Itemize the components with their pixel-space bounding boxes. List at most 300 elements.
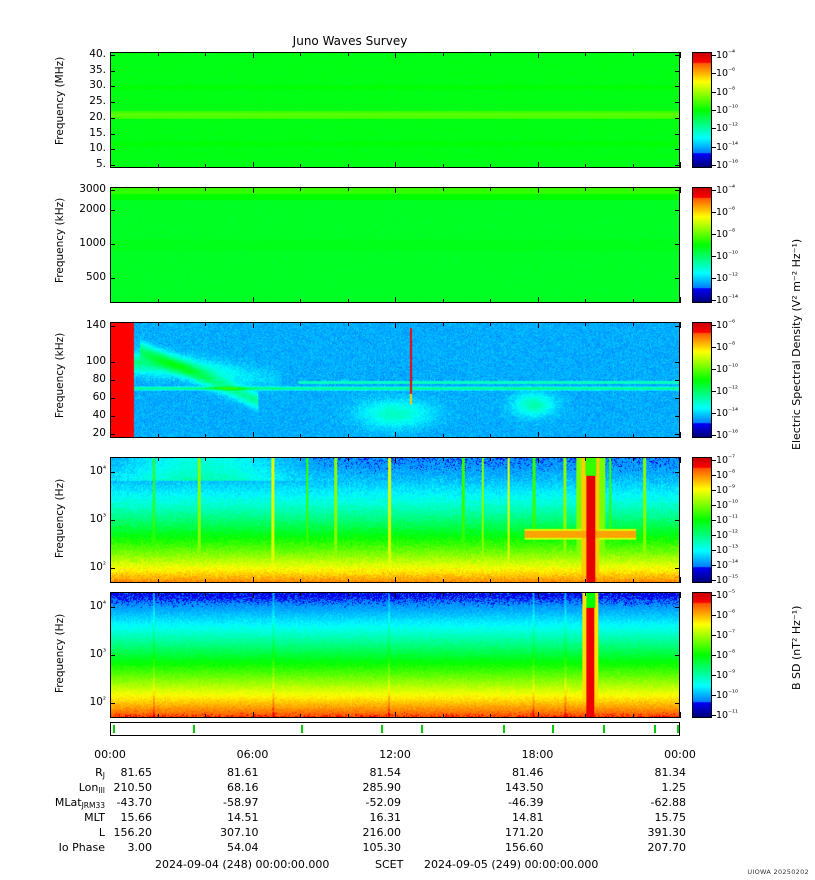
ephemeris-value-0-1: 81.61 — [227, 766, 259, 779]
ephemeris-row-label-5: Io Phase — [58, 841, 105, 854]
ephemeris-value-5-3: 156.60 — [505, 841, 544, 854]
panel-4-xtick-1 — [158, 714, 159, 718]
panel-4-xtick-top-6 — [395, 592, 396, 598]
colorbar-0-tickmark-1 — [712, 73, 716, 74]
panel-4-xtick-3 — [253, 712, 254, 718]
panel-1-ytick-0: 500 — [85, 270, 106, 283]
ephemeris-value-1-1: 68.16 — [227, 781, 259, 794]
ephemeris-value-1-0: 210.50 — [113, 781, 152, 794]
panel-4-xtick-11 — [633, 714, 634, 718]
panel-3-xtick-0 — [110, 577, 111, 583]
panel-0-xtick-3 — [253, 162, 254, 168]
panel-4-xtick-top-1 — [158, 592, 159, 596]
ephemeris-row-label-4: L — [98, 826, 105, 839]
ephemeris-value-1-4: 1.25 — [661, 781, 686, 794]
colorbar-3-tickmark-5 — [712, 535, 716, 536]
panel-3-xtick-top-10 — [585, 457, 586, 461]
panel-0-xtick-10 — [585, 164, 586, 168]
ephemeris-value-0-3: 81.46 — [512, 766, 544, 779]
colorbar-2-tick-4: $10^{^{-14}}$ — [716, 406, 739, 419]
panel-2-ytick-4: 100 — [85, 355, 106, 368]
colorbar-panel-0 — [692, 52, 712, 168]
panel-0-xtick-top-11 — [633, 52, 634, 56]
panel-2-xtick-5 — [348, 434, 349, 438]
colorbar-1-tickmark-1 — [712, 212, 716, 213]
panel-1-xtick-top-5 — [348, 187, 349, 191]
panel-3-xtick-top-4 — [300, 457, 301, 461]
colorbar-2-tick-2: $10^{^{-10}}$ — [716, 362, 739, 375]
colorbar-0-tick-0: $10^{^{-4}}$ — [716, 48, 736, 61]
panel-4-ytick-1: $10^{^3}$ — [89, 647, 106, 660]
panel-1-xtick-top-12 — [680, 187, 681, 193]
panel-3-ytickmark-r-0 — [675, 568, 680, 569]
panel-2-xtick-12 — [680, 432, 681, 438]
panel-4-ytick-0: $10^{^2}$ — [89, 695, 106, 709]
panel-0-xtick-top-10 — [585, 52, 586, 56]
panel-0-ytickmark-r-3 — [675, 118, 680, 119]
colorbar-3-tick-8: $10^{^{-15}}$ — [716, 573, 739, 586]
panel-4-xtick-2 — [205, 714, 206, 718]
panel-0-ytickmark-6 — [110, 71, 115, 72]
panel-1-xtick-5 — [348, 299, 349, 303]
colorbar-0-tickmark-5 — [712, 147, 716, 148]
ephemeris-value-5-0: 3.00 — [127, 841, 152, 854]
colorbar-2-tickmark-3 — [712, 391, 716, 392]
ephemeris-value-5-2: 105.30 — [362, 841, 401, 854]
panel-1-xtick-11 — [633, 299, 634, 303]
panel-2-ytickmark-r-2 — [675, 398, 680, 399]
panel-4-xtick-9 — [538, 712, 539, 718]
panel-1-xtick-8 — [490, 299, 491, 303]
panel-2-xtick-top-1 — [158, 322, 159, 326]
b-sd-label: B SD (nT² Hz⁻¹) — [790, 605, 803, 690]
colorbar-0-tick-3: $10^{^{-10}}$ — [716, 103, 739, 116]
colorbar-2-tickmark-4 — [712, 413, 716, 414]
panel-2-xtick-11 — [633, 434, 634, 438]
panel-0-ytick-3: 20. — [89, 110, 106, 123]
panel-2-xtick-4 — [300, 434, 301, 438]
event-marker-2 — [301, 725, 303, 733]
panel-0-xtick-1 — [158, 164, 159, 168]
panel-1-xtick-10 — [585, 299, 586, 303]
panel-0-xtick-0 — [110, 162, 111, 168]
colorbar-3-tick-0: $10^{^{-7}}$ — [716, 453, 736, 466]
panel-3-xtick-top-12 — [680, 457, 681, 463]
ephemeris-value-3-2: 16.31 — [369, 811, 401, 824]
panel-1-xtick-top-11 — [633, 187, 634, 191]
panel-3-ytickmark-r-1 — [675, 520, 680, 521]
colorbar-4-tickmark-3 — [712, 655, 716, 656]
panel-1-xtick-1 — [158, 299, 159, 303]
panel-4-ytickmark-0 — [110, 703, 115, 704]
panel-0-xtick-top-3 — [253, 52, 254, 58]
panel-1-ytickmark-r-2 — [675, 210, 680, 211]
ephemeris-value-4-1: 307.10 — [220, 826, 259, 839]
panel-2-xtick-top-7 — [443, 322, 444, 326]
panel-0-xtick-top-7 — [443, 52, 444, 56]
ephemeris-row-label-3: MLT — [84, 811, 105, 824]
panel-3-xtick-3 — [253, 577, 254, 583]
panel-2-ytickmark-r-4 — [675, 362, 680, 363]
panel-0-xtick-2 — [205, 164, 206, 168]
panel-2-xtick-top-0 — [110, 322, 111, 328]
ephemeris-value-2-1: -58.97 — [223, 796, 259, 809]
panel-1-xtick-4 — [300, 299, 301, 303]
colorbar-3-tickmark-0 — [712, 460, 716, 461]
panel-2-xtick-top-10 — [585, 322, 586, 326]
panel-3-ytickmark-2 — [110, 472, 115, 473]
colorbar-0-tick-1: $10^{^{-6}}$ — [716, 66, 736, 80]
panel-2-ytick-1: 40 — [92, 408, 106, 421]
colorbar-3-tick-7: $10^{^{-14}}$ — [716, 558, 739, 571]
panel-4-xtick-4 — [300, 714, 301, 718]
ephemeris-value-3-0: 15.66 — [120, 811, 152, 824]
panel-3-xtick-top-5 — [348, 457, 349, 461]
colorbar-2-tickmark-1 — [712, 347, 716, 348]
panel-3-xtick-top-8 — [490, 457, 491, 461]
event-marker-6 — [552, 725, 554, 733]
panel-4-xtick-0 — [110, 712, 111, 718]
colorbar-3-tick-2: $10^{^{-9}}$ — [716, 483, 736, 496]
panel-0-xtick-11 — [633, 164, 634, 168]
panel-hfr-140khz[interactable] — [110, 322, 680, 438]
event-marker-7 — [603, 725, 605, 733]
panel-3-ytickmark-0 — [110, 568, 115, 569]
ephemeris-value-0-2: 81.54 — [369, 766, 401, 779]
event-marker-9 — [677, 725, 679, 733]
panel-1-xtick-3 — [253, 297, 254, 303]
panel-2-xtick-top-8 — [490, 322, 491, 326]
x-tick-label-2: 12:00 — [379, 748, 411, 761]
colorbar-0-tickmark-3 — [712, 110, 716, 111]
panel-3-xtick-12 — [680, 577, 681, 583]
colorbar-3-tickmark-1 — [712, 475, 716, 476]
panel-2-xtick-top-4 — [300, 322, 301, 326]
panel-3-xtick-11 — [633, 579, 634, 583]
panel-3-xtick-9 — [538, 577, 539, 583]
panel-4-xtick-top-7 — [443, 592, 444, 596]
panel-4-xtick-top-8 — [490, 592, 491, 596]
event-marker-bar[interactable] — [110, 722, 680, 736]
panel-0-xtick-top-2 — [205, 52, 206, 56]
panel-4-ytickmark-r-0 — [675, 703, 680, 704]
ephemeris-value-2-2: -52.09 — [365, 796, 401, 809]
colorbar-3-tick-6: $10^{^{-13}}$ — [716, 543, 739, 556]
panel-3-xtick-top-7 — [443, 457, 444, 461]
panel-2-xtick-10 — [585, 434, 586, 438]
panel-1-xtick-top-0 — [110, 187, 111, 193]
ephemeris-value-5-4: 207.70 — [647, 841, 686, 854]
panel-2-xtick-top-3 — [253, 322, 254, 328]
colorbar-4-tickmark-6 — [712, 715, 716, 716]
footer-end-time: 2024-09-05 (249) 00:00:00.000 — [424, 858, 599, 871]
panel-2-xtick-0 — [110, 432, 111, 438]
x-tick-label-3: 18:00 — [521, 748, 554, 761]
colorbar-3-tick-1: $10^{^{-8}}$ — [716, 468, 736, 481]
panel-2-xtick-top-5 — [348, 322, 349, 326]
x-tick-label-4: 00:00 — [664, 748, 696, 761]
panel-0-ytickmark-5 — [110, 86, 115, 87]
panel-0-xtick-top-8 — [490, 52, 491, 56]
panel-0-xtick-9 — [538, 162, 539, 168]
panel-2-xtick-top-11 — [633, 322, 634, 326]
colorbar-1-tickmark-5 — [712, 300, 716, 301]
panel-2-ytick-0: 20 — [92, 426, 106, 439]
panel-1-xtick-top-7 — [443, 187, 444, 191]
colorbar-0-tick-6: $10^{^{-16}}$ — [716, 158, 739, 171]
colorbar-3-tickmark-6 — [712, 550, 716, 551]
panel-1-xtick-6 — [395, 297, 396, 303]
panel-0-xtick-top-0 — [110, 52, 111, 58]
panel-1-ylabel: Frequency (kHz) — [54, 197, 66, 283]
panel-3-xtick-10 — [585, 579, 586, 583]
panel-0-xtick-8 — [490, 164, 491, 168]
panel-4-ytickmark-r-1 — [675, 655, 680, 656]
colorbar-3-tick-4: $10^{^{-11}}$ — [716, 513, 739, 526]
panel-1-xtick-top-4 — [300, 187, 301, 191]
colorbar-3-tickmark-7 — [712, 565, 716, 566]
panel-1-ytick-3: 3000 — [79, 183, 106, 196]
colorbar-panel-1 — [692, 187, 712, 303]
x-tick-label-1: 06:00 — [236, 748, 269, 761]
panel-4-xtick-8 — [490, 714, 491, 718]
colorbar-0-tickmark-4 — [712, 128, 716, 129]
panel-0-xtick-top-12 — [680, 52, 681, 58]
panel-4-xtick-12 — [680, 712, 681, 718]
panel-3-ytick-0: $10^{^2}$ — [89, 560, 106, 574]
panel-3-ytick-2: $10^{^4}$ — [89, 463, 106, 477]
panel-0-ytick-6: 35. — [89, 63, 106, 76]
ephemeris-value-4-4: 391.30 — [647, 826, 686, 839]
ephemeris-value-2-3: -46.39 — [508, 796, 544, 809]
panel-3-xtick-top-0 — [110, 457, 111, 463]
event-marker-4 — [421, 725, 423, 733]
event-marker-8 — [654, 725, 656, 733]
panel-0-ytickmark-r-6 — [675, 71, 680, 72]
panel-3-xtick-top-1 — [158, 457, 159, 461]
colorbar-0-tick-5: $10^{^{-14}}$ — [716, 139, 739, 153]
ephemeris-value-3-1: 14.51 — [227, 811, 259, 824]
panel-0-ytickmark-r-5 — [675, 86, 680, 87]
colorbar-4-tick-0: $10^{^{-5}}$ — [716, 588, 736, 601]
panel-2-ytickmark-4 — [110, 362, 115, 363]
panel-2-xtick-9 — [538, 432, 539, 438]
footer-start-time: 2024-09-04 (248) 00:00:00.000 — [155, 858, 330, 871]
panel-0-xtick-top-9 — [538, 52, 539, 58]
panel-3-xtick-4 — [300, 579, 301, 583]
panel-0-ytick-1: 10. — [89, 142, 106, 155]
colorbar-3-tickmark-8 — [712, 580, 716, 581]
colorbar-1-tickmark-3 — [712, 256, 716, 257]
panel-4-xtick-7 — [443, 714, 444, 718]
panel-3-xtick-6 — [395, 577, 396, 583]
panel-3-xtick-7 — [443, 579, 444, 583]
colorbar-4-tickmark-0 — [712, 595, 716, 596]
panel-3-xtick-top-6 — [395, 457, 396, 463]
colorbar-1-tick-0: $10^{^{-4}}$ — [716, 183, 736, 196]
panel-0-xtick-top-4 — [300, 52, 301, 56]
panel-2-xtick-top-6 — [395, 322, 396, 328]
ephemeris-value-1-2: 285.90 — [362, 781, 401, 794]
panel-1-xtick-top-1 — [158, 187, 159, 191]
panel-1-xtick-top-8 — [490, 187, 491, 191]
panel-0-xtick-top-6 — [395, 52, 396, 58]
x-tick-label-0: 00:00 — [94, 748, 126, 761]
panel-lfr-magnetic[interactable] — [110, 592, 680, 718]
colorbar-4-tickmark-5 — [712, 695, 716, 696]
panel-2-ytickmark-2 — [110, 398, 115, 399]
panel-0-ylabel: Frequency (MHz) — [54, 56, 66, 145]
panel-4-xtick-top-5 — [348, 592, 349, 596]
colorbar-1-tick-5: $10^{^{-14}}$ — [716, 293, 739, 306]
panel-4-xtick-top-3 — [253, 592, 254, 598]
colorbar-2-tickmark-5 — [712, 435, 716, 436]
ephemeris-value-4-2: 216.00 — [362, 826, 401, 839]
panel-4-xtick-6 — [395, 712, 396, 718]
panel-0-xtick-7 — [443, 164, 444, 168]
panel-lfr-electric[interactable] — [110, 457, 680, 583]
colorbar-4-tickmark-4 — [712, 675, 716, 676]
panel-1-ytickmark-0 — [110, 278, 115, 279]
panel-3-ytick-1: $10^{^3}$ — [89, 512, 106, 525]
panel-1-ytickmark-r-1 — [675, 244, 680, 245]
panel-4-ytickmark-1 — [110, 655, 115, 656]
panel-1-xtick-0 — [110, 297, 111, 303]
colorbar-2-tick-0: $10^{^{-6}}$ — [716, 318, 736, 331]
panel-0-ytick-5: 30. — [89, 79, 106, 92]
panel-0-xtick-top-5 — [348, 52, 349, 56]
colorbar-1-tick-1: $10^{^{-6}}$ — [716, 205, 736, 218]
panel-2-xtick-3 — [253, 432, 254, 438]
colorbar-1-tick-4: $10^{^{-12}}$ — [716, 271, 739, 284]
panel-0-ytickmark-r-1 — [675, 149, 680, 150]
colorbar-4-tickmark-1 — [712, 615, 716, 616]
credit-text: UIOWA 20250202 — [747, 868, 809, 876]
ephemeris-row-label-2: MLat$_{JRM33}$ — [54, 796, 105, 810]
panel-3-ytickmark-1 — [110, 520, 115, 521]
panel-1-ytickmark-1 — [110, 244, 115, 245]
panel-3-xtick-8 — [490, 579, 491, 583]
panel-1-xtick-top-2 — [205, 187, 206, 191]
panel-4-xtick-5 — [348, 714, 349, 718]
panel-1-ytick-1: 1000 — [79, 236, 106, 249]
footer-scet-label: SCET — [375, 858, 404, 871]
panel-3-xtick-top-11 — [633, 457, 634, 461]
colorbar-1-tick-3: $10^{^{-10}}$ — [716, 249, 739, 262]
colorbar-3-tickmark-4 — [712, 520, 716, 521]
panel-2-ytickmark-3 — [110, 380, 115, 381]
panel-2-ylabel: Frequency (kHz) — [54, 332, 66, 418]
panel-0-ytick-7: 40. — [89, 48, 106, 61]
panel-2-xtick-top-9 — [538, 322, 539, 328]
panel-2-xtick-1 — [158, 434, 159, 438]
ephemeris-value-3-4: 15.75 — [654, 811, 686, 824]
panel-0-xtick-6 — [395, 162, 396, 168]
panel-4-xtick-top-4 — [300, 592, 301, 596]
colorbar-panel-4 — [692, 592, 712, 718]
colorbar-4-tick-1: $10^{^{-6}}$ — [716, 608, 736, 621]
event-marker-5 — [503, 725, 505, 733]
ephemeris-row-label-1: Lon$_{III}$ — [78, 781, 105, 795]
panel-0-xtick-12 — [680, 162, 681, 168]
colorbar-3-tick-5: $10^{^{-12}}$ — [716, 528, 739, 541]
panel-0-ytick-4: 25. — [89, 95, 106, 108]
panel-0-ytick-0: 5. — [95, 157, 106, 170]
panel-3-xtick-1 — [158, 579, 159, 583]
panel-3-ytickmark-r-2 — [675, 472, 680, 473]
panel-3-xtick-5 — [348, 579, 349, 583]
ephemeris-value-0-4: 81.34 — [654, 766, 686, 779]
panel-0-xtick-4 — [300, 164, 301, 168]
colorbar-0-tick-4: $10^{^{-12}}$ — [716, 121, 739, 135]
panel-1-xtick-top-9 — [538, 187, 539, 193]
panel-3-ylabel: Frequency (Hz) — [54, 478, 66, 558]
colorbar-1-tickmark-2 — [712, 234, 716, 235]
colorbar-2-tickmark-2 — [712, 369, 716, 370]
panel-0-ytickmark-r-2 — [675, 134, 680, 135]
colorbar-panel-3 — [692, 457, 712, 583]
panel-0-xtick-top-1 — [158, 52, 159, 56]
ephemeris-value-4-3: 171.20 — [505, 826, 544, 839]
panel-1-ytick-2: 2000 — [79, 203, 106, 216]
ephemeris-value-4-0: 156.20 — [113, 826, 152, 839]
panel-0-ytick-2: 15. — [89, 126, 106, 139]
panel-hfr-3000khz[interactable] — [110, 187, 680, 303]
colorbar-4-tick-5: $10^{^{-10}}$ — [716, 688, 739, 701]
panel-2-ytickmark-r-3 — [675, 380, 680, 381]
panel-1-ytickmark-2 — [110, 210, 115, 211]
ephemeris-value-5-1: 54.04 — [227, 841, 259, 854]
panel-2-xtick-top-2 — [205, 322, 206, 326]
panel-1-xtick-12 — [680, 297, 681, 303]
panel-2-xtick-8 — [490, 434, 491, 438]
panel-2-ytickmark-1 — [110, 416, 115, 417]
panel-3-xtick-top-9 — [538, 457, 539, 463]
colorbar-4-tickmark-2 — [712, 635, 716, 636]
panel-4-xtick-top-11 — [633, 592, 634, 596]
panel-1-xtick-2 — [205, 299, 206, 303]
panel-1-ytickmark-r-0 — [675, 278, 680, 279]
colorbar-3-tick-3: $10^{^{-10}}$ — [716, 498, 739, 511]
panel-2-xtick-top-12 — [680, 322, 681, 328]
panel-4-ytickmark-2 — [110, 607, 115, 608]
colorbar-1-tickmark-4 — [712, 278, 716, 279]
panel-0-ytickmark-3 — [110, 118, 115, 119]
colorbar-1-tick-2: $10^{^{-8}}$ — [716, 227, 736, 240]
ephemeris-value-3-3: 14.81 — [512, 811, 544, 824]
panel-2-xtick-2 — [205, 434, 206, 438]
panel-2-ytick-5: 140 — [85, 319, 106, 332]
panel-1-xtick-7 — [443, 299, 444, 303]
panel-hfr-waves-40mhz[interactable] — [110, 52, 680, 168]
panel-4-xtick-top-9 — [538, 592, 539, 598]
panel-3-xtick-top-2 — [205, 457, 206, 461]
panel-3-xtick-top-3 — [253, 457, 254, 463]
panel-2-ytick-2: 60 — [92, 390, 106, 403]
panel-2-xtick-6 — [395, 432, 396, 438]
panel-0-ytickmark-4 — [110, 102, 115, 103]
panel-4-xtick-10 — [585, 714, 586, 718]
colorbar-0-tickmark-6 — [712, 165, 716, 166]
colorbar-panel-2 — [692, 322, 712, 438]
colorbar-4-tick-4: $10^{^{-9}}$ — [716, 668, 736, 681]
panel-4-xtick-top-12 — [680, 592, 681, 598]
colorbar-4-tick-3: $10^{^{-8}}$ — [716, 648, 736, 661]
ephemeris-value-1-3: 143.50 — [505, 781, 544, 794]
colorbar-2-tick-3: $10^{^{-12}}$ — [716, 384, 739, 397]
colorbar-3-tickmark-3 — [712, 505, 716, 506]
panel-3-xtick-2 — [205, 579, 206, 583]
